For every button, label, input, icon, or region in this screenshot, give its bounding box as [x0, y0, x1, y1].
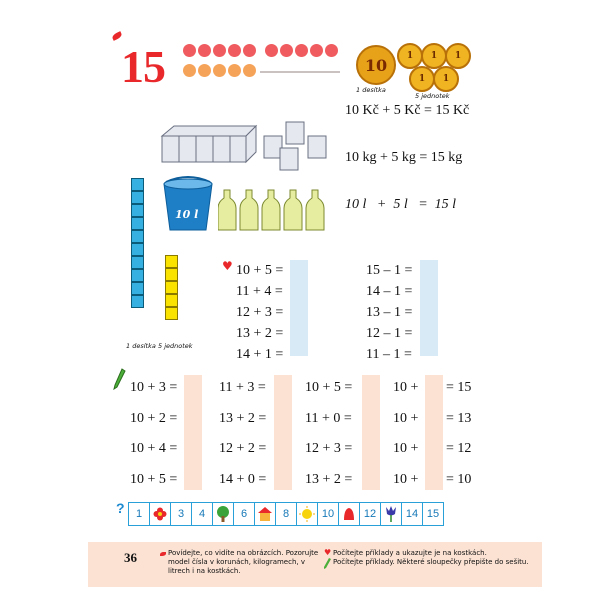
- heart-icon: ♥: [324, 548, 332, 557]
- bead: [325, 44, 338, 57]
- bead: [280, 44, 293, 57]
- task: 10 +: [393, 380, 419, 395]
- cube: [131, 282, 144, 295]
- task: 10 + 5 =: [236, 263, 284, 278]
- ten-coin-icon: 10: [356, 45, 396, 85]
- answer-box[interactable]: [420, 260, 438, 356]
- task: 12 + 3 =: [305, 441, 353, 457]
- page-number-heading: 15: [121, 41, 165, 92]
- bead-line: [260, 71, 340, 73]
- bead: [295, 44, 308, 57]
- task: 10 +: [393, 441, 419, 457]
- bead: [243, 64, 256, 77]
- crown-coin-icon: 1: [433, 66, 459, 92]
- tree-icon: [215, 505, 231, 523]
- bead: [213, 44, 226, 57]
- answer-box[interactable]: [362, 375, 380, 490]
- tulip-icon: [384, 505, 398, 523]
- strip-cell: 10: [318, 503, 339, 525]
- tasks-right: [366, 260, 412, 365]
- grid-col-2: [219, 373, 266, 495]
- task: 13 + 2 =: [305, 471, 353, 487]
- answer-box[interactable]: [184, 375, 202, 490]
- strip-cell-bell: [339, 503, 360, 525]
- flower-icon: [153, 507, 167, 521]
- bucket-icon: [160, 172, 218, 234]
- strip-cell-flower: [150, 503, 171, 525]
- pencil-icon: [112, 368, 126, 390]
- cube: [131, 217, 144, 230]
- sun-icon: [299, 506, 315, 522]
- task: 10 + 3 =: [130, 380, 178, 395]
- task-result: = 13: [446, 410, 472, 426]
- task: 13 – 1 =: [366, 305, 413, 320]
- task: 15 – 1 =: [366, 263, 413, 278]
- pencil-icon: [323, 558, 331, 570]
- task: 14 – 1 =: [366, 284, 413, 299]
- bead: [183, 44, 196, 57]
- grid-col-4-prefix: [393, 373, 418, 495]
- bucket-label: 10 l: [175, 208, 199, 221]
- task: 12 + 3 =: [236, 305, 284, 320]
- task: 12 – 1 =: [366, 326, 413, 341]
- coin-ones-caption: 5 jednotek: [415, 92, 450, 100]
- task: 10 +: [393, 471, 419, 487]
- answer-box[interactable]: [425, 375, 443, 490]
- cube: [165, 255, 178, 268]
- crown-coin-icon: 1: [397, 43, 423, 69]
- cube: [131, 230, 144, 243]
- bead: [198, 64, 211, 77]
- heart-icon: ♥: [222, 259, 233, 273]
- house-icon: [257, 506, 273, 522]
- task-result: = 10: [446, 471, 472, 487]
- weights-illustration: [160, 118, 335, 178]
- strip-cell-sun: [297, 503, 318, 525]
- equation-weight: 10 kg + 5 kg = 15 kg: [345, 150, 463, 165]
- cube: [131, 243, 144, 256]
- bead: [183, 64, 196, 77]
- equation-volume: 10 l + 5 l = 15 l: [345, 197, 457, 212]
- cube: [131, 295, 144, 308]
- weight-block-group: [162, 126, 256, 162]
- task: 13 + 2 =: [236, 326, 284, 341]
- cubes-ten-caption: 1 desítka: [126, 342, 156, 350]
- task: 10 + 4 =: [130, 441, 178, 457]
- cubes-ones-caption: 5 jednotek: [158, 342, 193, 350]
- cube: [165, 281, 178, 294]
- strip-cell-tulip: [381, 503, 402, 525]
- crown-coin-icon: 1: [409, 66, 435, 92]
- strip-cell: 1: [129, 503, 150, 525]
- answer-box[interactable]: [274, 375, 292, 490]
- task: 10 + 5 =: [305, 380, 353, 395]
- task: 10 + 2 =: [130, 410, 178, 426]
- task: 11 + 3 =: [219, 380, 266, 395]
- coin-ten-caption: 1 desítka: [356, 86, 386, 94]
- crown-coin-icon: 1: [421, 43, 447, 69]
- task: 11 – 1 =: [366, 347, 412, 362]
- strip-cell: 8: [276, 503, 297, 525]
- task: 11 + 0 =: [305, 410, 352, 426]
- task: 10 + 5 =: [130, 471, 178, 487]
- bottles-illustration: [218, 188, 330, 234]
- bead: [265, 44, 278, 57]
- task-result: = 12: [446, 441, 472, 457]
- footer-note-1: Povídejte, co vidíte na obrázcích. Pozorujte model čísla v korunách, kilogramech, v litrech i na kostkách.: [168, 549, 319, 575]
- cube: [131, 269, 144, 282]
- bead: [213, 64, 226, 77]
- strip-cell: 4: [192, 503, 213, 525]
- task: 11 + 4 =: [236, 284, 283, 299]
- cube: [165, 307, 178, 320]
- task: 10 +: [393, 410, 419, 426]
- five-cube-tower: [165, 255, 178, 320]
- grid-col-4-result: [446, 373, 471, 495]
- bead-row-ones: [183, 64, 256, 77]
- strip-cell: 14: [402, 503, 423, 525]
- bead-row-tens: [183, 44, 338, 57]
- bead: [243, 44, 256, 57]
- cube: [131, 178, 144, 191]
- grid-col-1: [130, 373, 177, 495]
- question-mark: ?: [116, 500, 125, 516]
- bead: [310, 44, 323, 57]
- grid-col-3: [305, 373, 352, 495]
- task: 14 + 1 =: [236, 347, 284, 362]
- cube: [131, 256, 144, 269]
- crown-coin-icon: 1: [445, 43, 471, 69]
- task: 12 + 2 =: [219, 441, 267, 457]
- tasks-left: [236, 260, 283, 365]
- footer-note-2: Počítejte příklady a ukazujte je na kostkách.: [333, 549, 487, 557]
- bead: [228, 64, 241, 77]
- task: 14 + 0 =: [219, 471, 267, 487]
- cube: [165, 294, 178, 307]
- footer-note-3: Počítejte příklady. Některé sloupečky přepište do sešitu.: [333, 558, 529, 566]
- cube: [131, 204, 144, 217]
- bead: [228, 44, 241, 57]
- strip-cell-tree: [213, 503, 234, 525]
- bead: [198, 44, 211, 57]
- strip-cell: 12: [360, 503, 381, 525]
- number-strip: [128, 502, 444, 526]
- bell-icon: [342, 506, 356, 522]
- page-number: 36: [124, 550, 137, 565]
- strip-cell: 15: [426, 508, 440, 520]
- ten-cube-tower: [131, 178, 144, 308]
- strip-cell: 6: [234, 503, 255, 525]
- equation-money: 10 Kč + 5 Kč = 15 Kč: [345, 103, 470, 118]
- answer-box[interactable]: [290, 260, 308, 356]
- task-result: = 15: [446, 380, 472, 395]
- strip-cell: 3: [171, 503, 192, 525]
- cube: [165, 268, 178, 281]
- task: 13 + 2 =: [219, 410, 267, 426]
- strip-cell-house: [255, 503, 276, 525]
- cube: [131, 191, 144, 204]
